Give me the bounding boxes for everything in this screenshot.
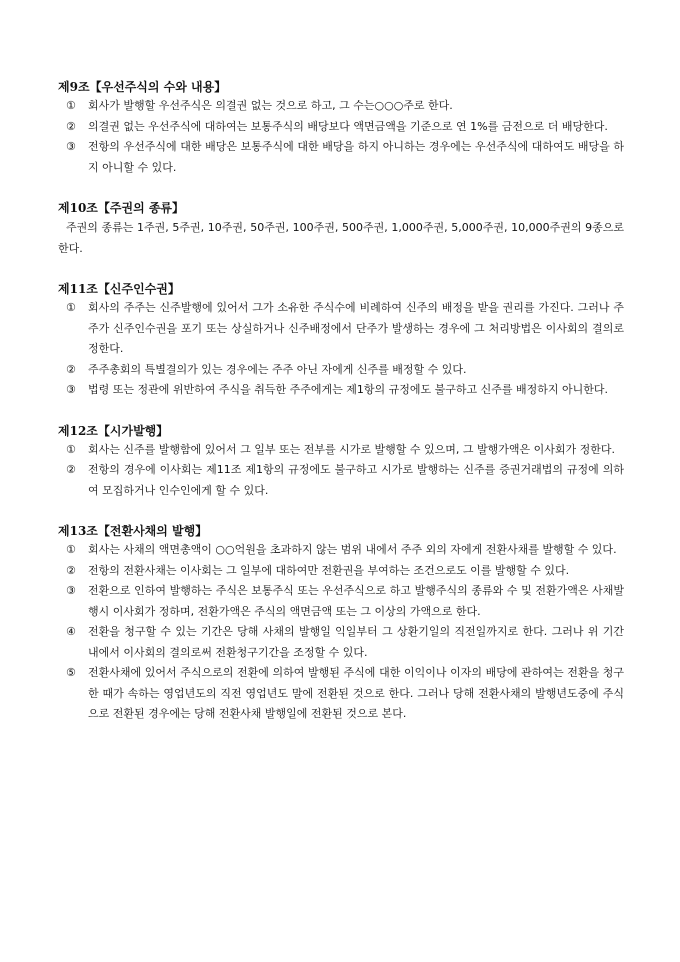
item-text: 회사가 발행할 우선주식은 의결권 없는 것으로 하고, 그 수는○○○주로 한다. — [88, 99, 453, 112]
article-heading: 제11조【신주인수권】 — [58, 282, 180, 296]
item-text: 주주총회의 특별결의가 있는 경우에는 주주 아닌 자에게 신주를 배정할 수 있다. — [88, 362, 467, 376]
article-item — [58, 380, 624, 401]
article-heading: 제13조【전환사채의 발행】 — [58, 524, 208, 538]
article-13 — [58, 522, 624, 725]
item-text: 회사는 신주를 발행함에 있어서 그 일부 또는 전부를 시가로 발행할 수 있으며, 그 발행가액은 이사회가 정한다. — [88, 442, 615, 456]
article-item — [58, 561, 624, 582]
item-number: ② — [66, 563, 76, 577]
article-item — [58, 440, 624, 461]
item-number: ① — [66, 301, 76, 314]
article-item — [58, 663, 624, 725]
document-page — [58, 78, 624, 725]
item-text: 전환을 청구할 수 있는 기간은 당해 사채의 발행일 익일부터 그 상환기일의 직전일까지로 한다. 그러나 위 기간 내에서 이사회의 결의로써 전환청구기간을 조정할 수 있다. — [88, 625, 624, 659]
item-number: ② — [66, 463, 76, 476]
item-number: ⑤ — [66, 666, 76, 679]
item-number: ③ — [66, 140, 76, 153]
item-number: ① — [66, 543, 76, 556]
item-number: ① — [66, 442, 76, 456]
article-item — [58, 581, 624, 622]
item-text: 전항의 전환사채는 이사회는 그 일부에 대하여만 전환권을 부여하는 조건으로도 이를 발행할 수 있다. — [88, 563, 570, 577]
article-item — [58, 117, 624, 138]
item-text: 전환으로 인하여 발행하는 주식은 보통주식 또는 우선주식으로 하고 발행주식의 종류와 수 및 전환가액은 사채발행시 이사회가 정하며, 전환가액은 주식의 액면금액 또는 그 이상의 가액으로 한다. — [88, 584, 624, 618]
item-text: 법령 또는 정관에 위반하여 주식을 취득한 주주에게는 제1항의 규정에도 불구하고 신주를 배정하지 아니한다. — [88, 383, 608, 396]
article-heading: 제10조【주권의 종류】 — [58, 201, 185, 215]
item-text: 전환사채에 있어서 주식으로의 전환에 의하여 발행된 주식에 대한 이익이나 이자의 배당에 관하여는 전환을 청구한 때가 속하는 영업년도의 직전 영업년도 말에 전환된 것으로 한다. 그러나 당해 전환사채의 발행년도중에 주식으로 전환된 경우에는 당해 전환사채 발행일에 전환된 것으로 본다. — [88, 666, 624, 720]
article-12 — [58, 422, 624, 502]
article-item — [58, 298, 624, 360]
article-heading: 제9조【우선주식의 수와 내용】 — [58, 80, 227, 94]
spacer — [58, 178, 624, 199]
item-number: ② — [66, 362, 76, 376]
item-text: 전항의 우선주식에 대한 배당은 보통주식에 대한 배당을 하지 아니하는 경우에는 우선주식에 대하여도 배당을 하지 아니할 수 있다. — [88, 140, 624, 174]
item-text: 회사의 주주는 신주발행에 있어서 그가 소유한 주식수에 비례하여 신주의 배정을 받을 권리를 가진다. 그러나 주주가 신주인수권을 포기 또는 상실하거나 신주배정에서 단주가 발생하는 경우에 그 처리방법은 이사회의 결의로 정한다. — [88, 301, 624, 355]
article-item — [58, 137, 624, 178]
article-9 — [58, 78, 624, 178]
article-item — [58, 96, 624, 117]
article-item — [58, 540, 624, 561]
article-paragraph: 주권의 종류는 1주권, 5주권, 10주권, 50주권, 100주권, 500주권, 1,000주권, 5,000주권, 10,000주권의 9종으로 한다. — [58, 221, 624, 255]
item-text: 전항의 경우에 이사회는 제11조 제1항의 규정에도 불구하고 시가로 발행하는 신주를 증권거래법의 규정에 의하여 모집하거나 인수인에게 할 수 있다. — [88, 463, 624, 497]
article-item — [58, 460, 624, 501]
item-number: ③ — [66, 383, 76, 396]
article-heading: 제12조【시가발행】 — [58, 423, 169, 438]
spacer — [58, 259, 624, 280]
article-11 — [58, 280, 624, 401]
article-item — [58, 622, 624, 663]
item-number: ① — [66, 99, 76, 112]
item-text: 의결권 없는 우선주식에 대하여는 보통주식의 배당보다 액면금액을 기준으로 연 1%를 금전으로 더 배당한다. — [88, 119, 608, 133]
spacer — [58, 501, 624, 522]
spacer — [58, 401, 624, 422]
item-number: ② — [66, 119, 76, 133]
article-item — [58, 360, 624, 381]
article-10 — [58, 199, 624, 259]
item-number: ④ — [66, 625, 76, 638]
item-text: 회사는 사채의 액면총액이 ○○억원을 초과하지 않는 범위 내에서 주주 외의 자에게 전환사채를 발행할 수 있다. — [88, 543, 617, 556]
item-number: ③ — [66, 584, 76, 597]
